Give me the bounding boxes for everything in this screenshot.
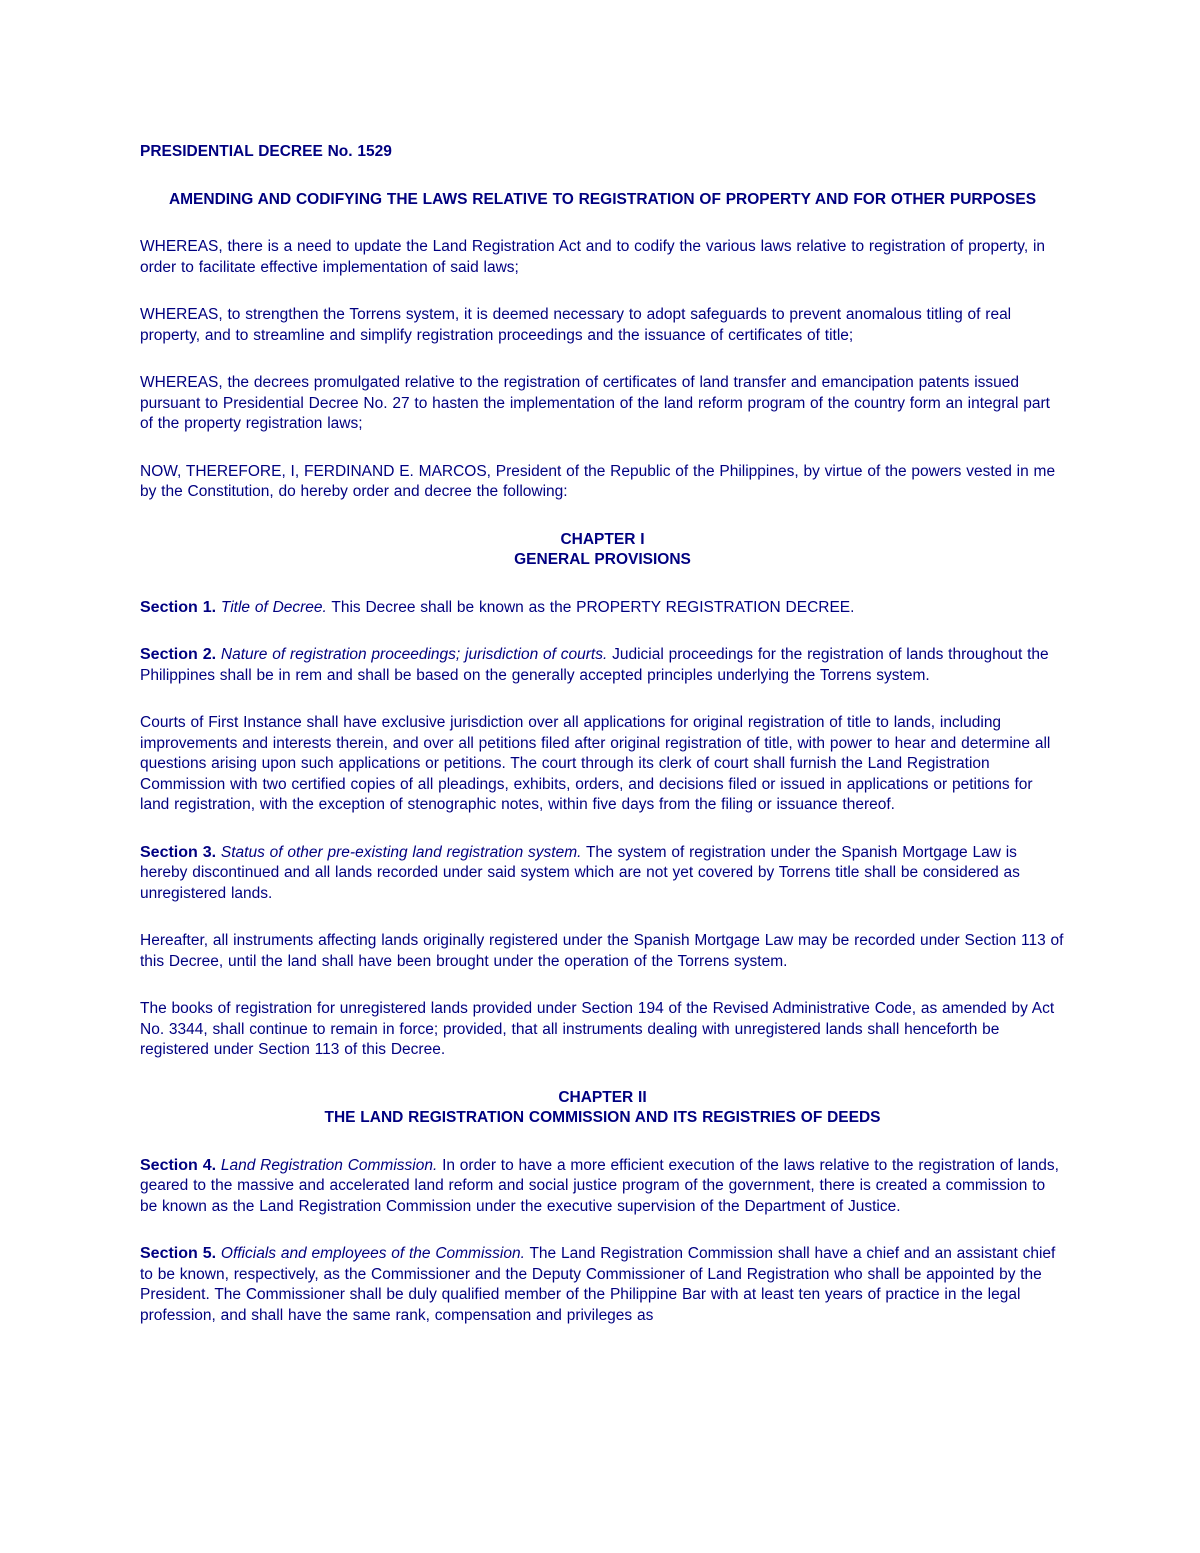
section-5-label: Section 5.	[140, 1245, 217, 1262]
section-4-heading: Land Registration Commission.	[220, 1156, 438, 1174]
section-5-text: The Land Registration Commission shall have a chief and an assistant chief to be known, respectively, as the Commissioner and the Deputy Commissioner of Land Registration who shall be appointed by the President. The Commissioner shall be duly qualified member of the Philippine Bar with at least ten years of practice in the legal profession, and shall have the same rank, compensation and privileges as	[140, 1245, 1056, 1324]
preamble-now-therefore: NOW, THEREFORE, I, FERDINAND E. MARCOS, President of the Republic of the Philippines, by virtue of the powers vested in me by the Constitution, do hereby order and decree the following:	[140, 462, 1056, 500]
preamble-whereas-3: WHEREAS, the decrees promulgated relative to the registration of certificates of land transfer and emancipation patents issued pursuant to Presidential Decree No. 27 to hasten the implementation of the land reform program of the country form an integral part of the property registration laws;	[140, 374, 1050, 432]
section-3-heading: Status of other pre-existing land registration system.	[220, 843, 582, 861]
section-2-text: Judicial proceedings for the registration of lands throughout the Philippines shall be in rem and shall be based on the generally accepted principles underlying the Torrens system.	[140, 646, 1049, 684]
chapter-2-number: CHAPTER II	[558, 1088, 647, 1106]
section-4-label: Section 4.	[140, 1156, 217, 1174]
chapter-2-title: THE LAND REGISTRATION COMMISSION AND ITS REGISTRIES OF DEEDS	[324, 1109, 881, 1126]
section-3-label: Section 3.	[140, 843, 217, 861]
chapter-1-heading	[140, 530, 1065, 571]
section-3	[140, 843, 1065, 905]
decree-title: PRESIDENTIAL DECREE No. 1529	[140, 143, 392, 160]
preamble-whereas-1: WHEREAS, there is a need to update the Land Registration Act and to codify the various laws relative to registration of property, in order to facilitate effective implementation of said laws;	[140, 238, 1046, 276]
chapter-1-title: GENERAL PROVISIONS	[514, 551, 691, 568]
document-page	[140, 142, 1065, 1353]
section-1-text: This Decree shall be known as the PROPERTY REGISTRATION DECREE.	[326, 598, 855, 616]
section-4-text: In order to have a more efficient execution of the laws relative to the registration of lands, geared to the massive and accelerated land reform and social justice program of the government, there is created a commission to be known as the Land Registration Commission under the executive supervision of the Department of Justice.	[140, 1156, 1059, 1215]
section-3-text: The system of registration under the Spanish Mortgage Law is hereby discontinued and all lands recorded under said system which are not yet covered by Torrens title shall be considered as unregistered lands.	[140, 843, 1020, 902]
section-4	[140, 1156, 1065, 1218]
preamble-whereas-2: WHEREAS, to strengthen the Torrens system, it is deemed necessary to adopt safeguards to prevent anomalous titling of real property, and to streamline and simplify registration proceedings and the issuance of certificates of title;	[140, 306, 1012, 344]
section-1-heading: Title of Decree.	[220, 598, 327, 616]
section-1-label: Section 1.	[140, 598, 217, 616]
chapter-1-number: CHAPTER I	[560, 530, 645, 548]
section-2-label: Section 2.	[140, 646, 217, 663]
section-5	[140, 1244, 1065, 1326]
decree-subtitle: AMENDING AND CODIFYING THE LAWS RELATIVE TO REGISTRATION OF PROPERTY AND FOR OTHER PURPOSES	[168, 190, 1037, 208]
section-1	[140, 598, 1065, 619]
section-5-heading: Officials and employees of the Commission.	[220, 1245, 525, 1262]
section-2-heading: Nature of registration proceedings; jurisdiction of courts.	[220, 646, 608, 663]
section-2-paragraph-2: Courts of First Instance shall have exclusive jurisdiction over all applications for original registration of title to lands, including improvements and interests therein, and over all petitions filed after original registration of title, with power to hear and determine all questions arising upon such applications or petitions. The court through its clerk of court shall furnish the Land Registration Commission with two certified copies of all pleadings, exhibits, orders, and decisions filed or issued in applications or petitions for land registration, with the exception of stenographic notes, within five days from the filing or issuance thereof.	[140, 714, 1051, 813]
section-2	[140, 645, 1065, 686]
section-3-paragraph-3: The books of registration for unregistered lands provided under Section 194 of the Revised Administrative Code, as amended by Act No. 3344, shall continue to remain in force; provided, that all instruments dealing with unregistered lands shall henceforth be registered under Section 113 of this Decree.	[140, 1000, 1055, 1058]
section-3-paragraph-2: Hereafter, all instruments affecting lands originally registered under the Spanish Mortgage Law may be recorded under Section 113 of this Decree, until the land shall have been brought under the operation of the Torrens system.	[140, 932, 1064, 970]
chapter-2-heading	[140, 1088, 1065, 1129]
